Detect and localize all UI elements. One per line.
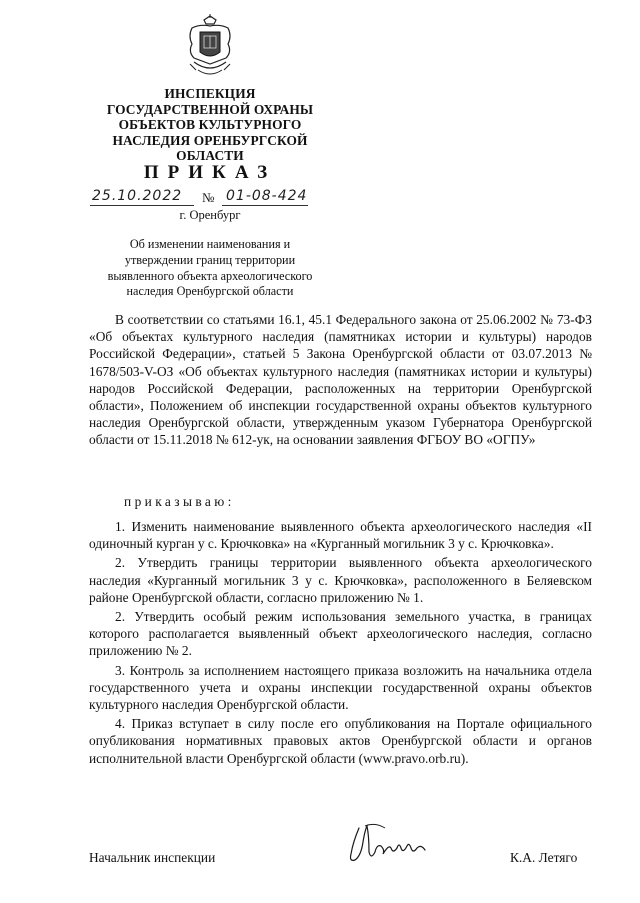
date-underline	[90, 205, 194, 206]
org-line: ИНСПЕКЦИЯ	[164, 86, 256, 101]
city: г. Оренбург	[179, 208, 241, 222]
number-underline	[222, 205, 308, 206]
coat-of-arms-icon	[184, 14, 236, 78]
order-items	[89, 518, 592, 769]
org-line: ГОСУДАРСТВЕННОЙ ОХРАНЫ	[106, 101, 314, 117]
number-label: №	[202, 190, 215, 205]
order-date: 25.10.2022	[92, 188, 183, 204]
document-type: ПРИКАЗ	[143, 162, 277, 183]
order-word: приказываю:	[124, 494, 235, 509]
org-line: ОБЛАСТИ	[176, 148, 244, 164]
org-line: ОБЪЕКТОВ КУЛЬТУРНОГО	[118, 117, 302, 133]
order-item: 1. Изменить наименование выявленного объекта археологического наследия «II одиночный курган у с. Крючковка» на «Курганный могильник 3 у с. Крючковка».	[89, 519, 592, 552]
handwritten-signature	[345, 822, 435, 866]
order-number: 01-08-424	[226, 188, 308, 204]
subject-line: утверждении границ территории	[124, 252, 296, 267]
org-line: НАСЛЕДИЯ ОРЕНБУРГСКОЙ	[112, 132, 308, 148]
signatory-name: К.А. Летяго	[510, 850, 578, 865]
date-number-line	[90, 188, 320, 210]
order-item: 4. Приказ вступает в силу после его опубликования на Портале официального опубликования нормативных правовых актов Оренбургской области и органов исполнительной власти Оренбургской области (www.pravo.orb.ru).	[89, 716, 592, 766]
signatory-position: Начальник инспекции	[89, 850, 216, 865]
subject-line: выявленного объекта археологического	[107, 268, 313, 283]
preamble	[89, 311, 592, 449]
subject-line: наследия Оренбургской области	[126, 284, 294, 299]
order-item: 2. Утвердить особый режим использования земельного участка, в границах которого располагается выявленный объект археологического наследия, согласно приложению № 2.	[89, 609, 592, 659]
preamble-text: В соответствии со статьями 16.1, 45.1 Федерального закона от 25.06.2002 № 73-ФЗ «Об объектах культурного наследия (памятниках истории и культуры) народов Российской Федерации», статьей 5 Закона Оренбургской области от 03.07.2013 № 1678/503-V-ОЗ «Об объектах культурного наследия (памятниках истории и культуры) народов Российской Федерации, расположенных на территории Оренбургской области», Положением об инспекции государственной охраны объектов культурного наследия Оренбургской области, утвержденным указом Губернатора Оренбургской области от 15.11.2018 № 612-ук, на основании заявления ФГБОУ ВО «ОГПУ»	[89, 312, 592, 448]
order-item: 2. Утвердить границы территории выявленного объекта археологического наследия «Курганный могильник 3 у с. Крючковка», расположенного в Беляевском районе Оренбургской области, согласно приложению № 1.	[89, 555, 592, 605]
organization-name	[60, 86, 360, 164]
order-subject	[60, 237, 360, 300]
order-item: 3. Контроль за исполнением настоящего приказа возложить на начальника отдела государственного учета и охраны инспекции государственной охраны объектов культурного наследия Оренбургской области.	[89, 662, 592, 713]
subject-line: Об изменении наименования и	[129, 237, 291, 251]
